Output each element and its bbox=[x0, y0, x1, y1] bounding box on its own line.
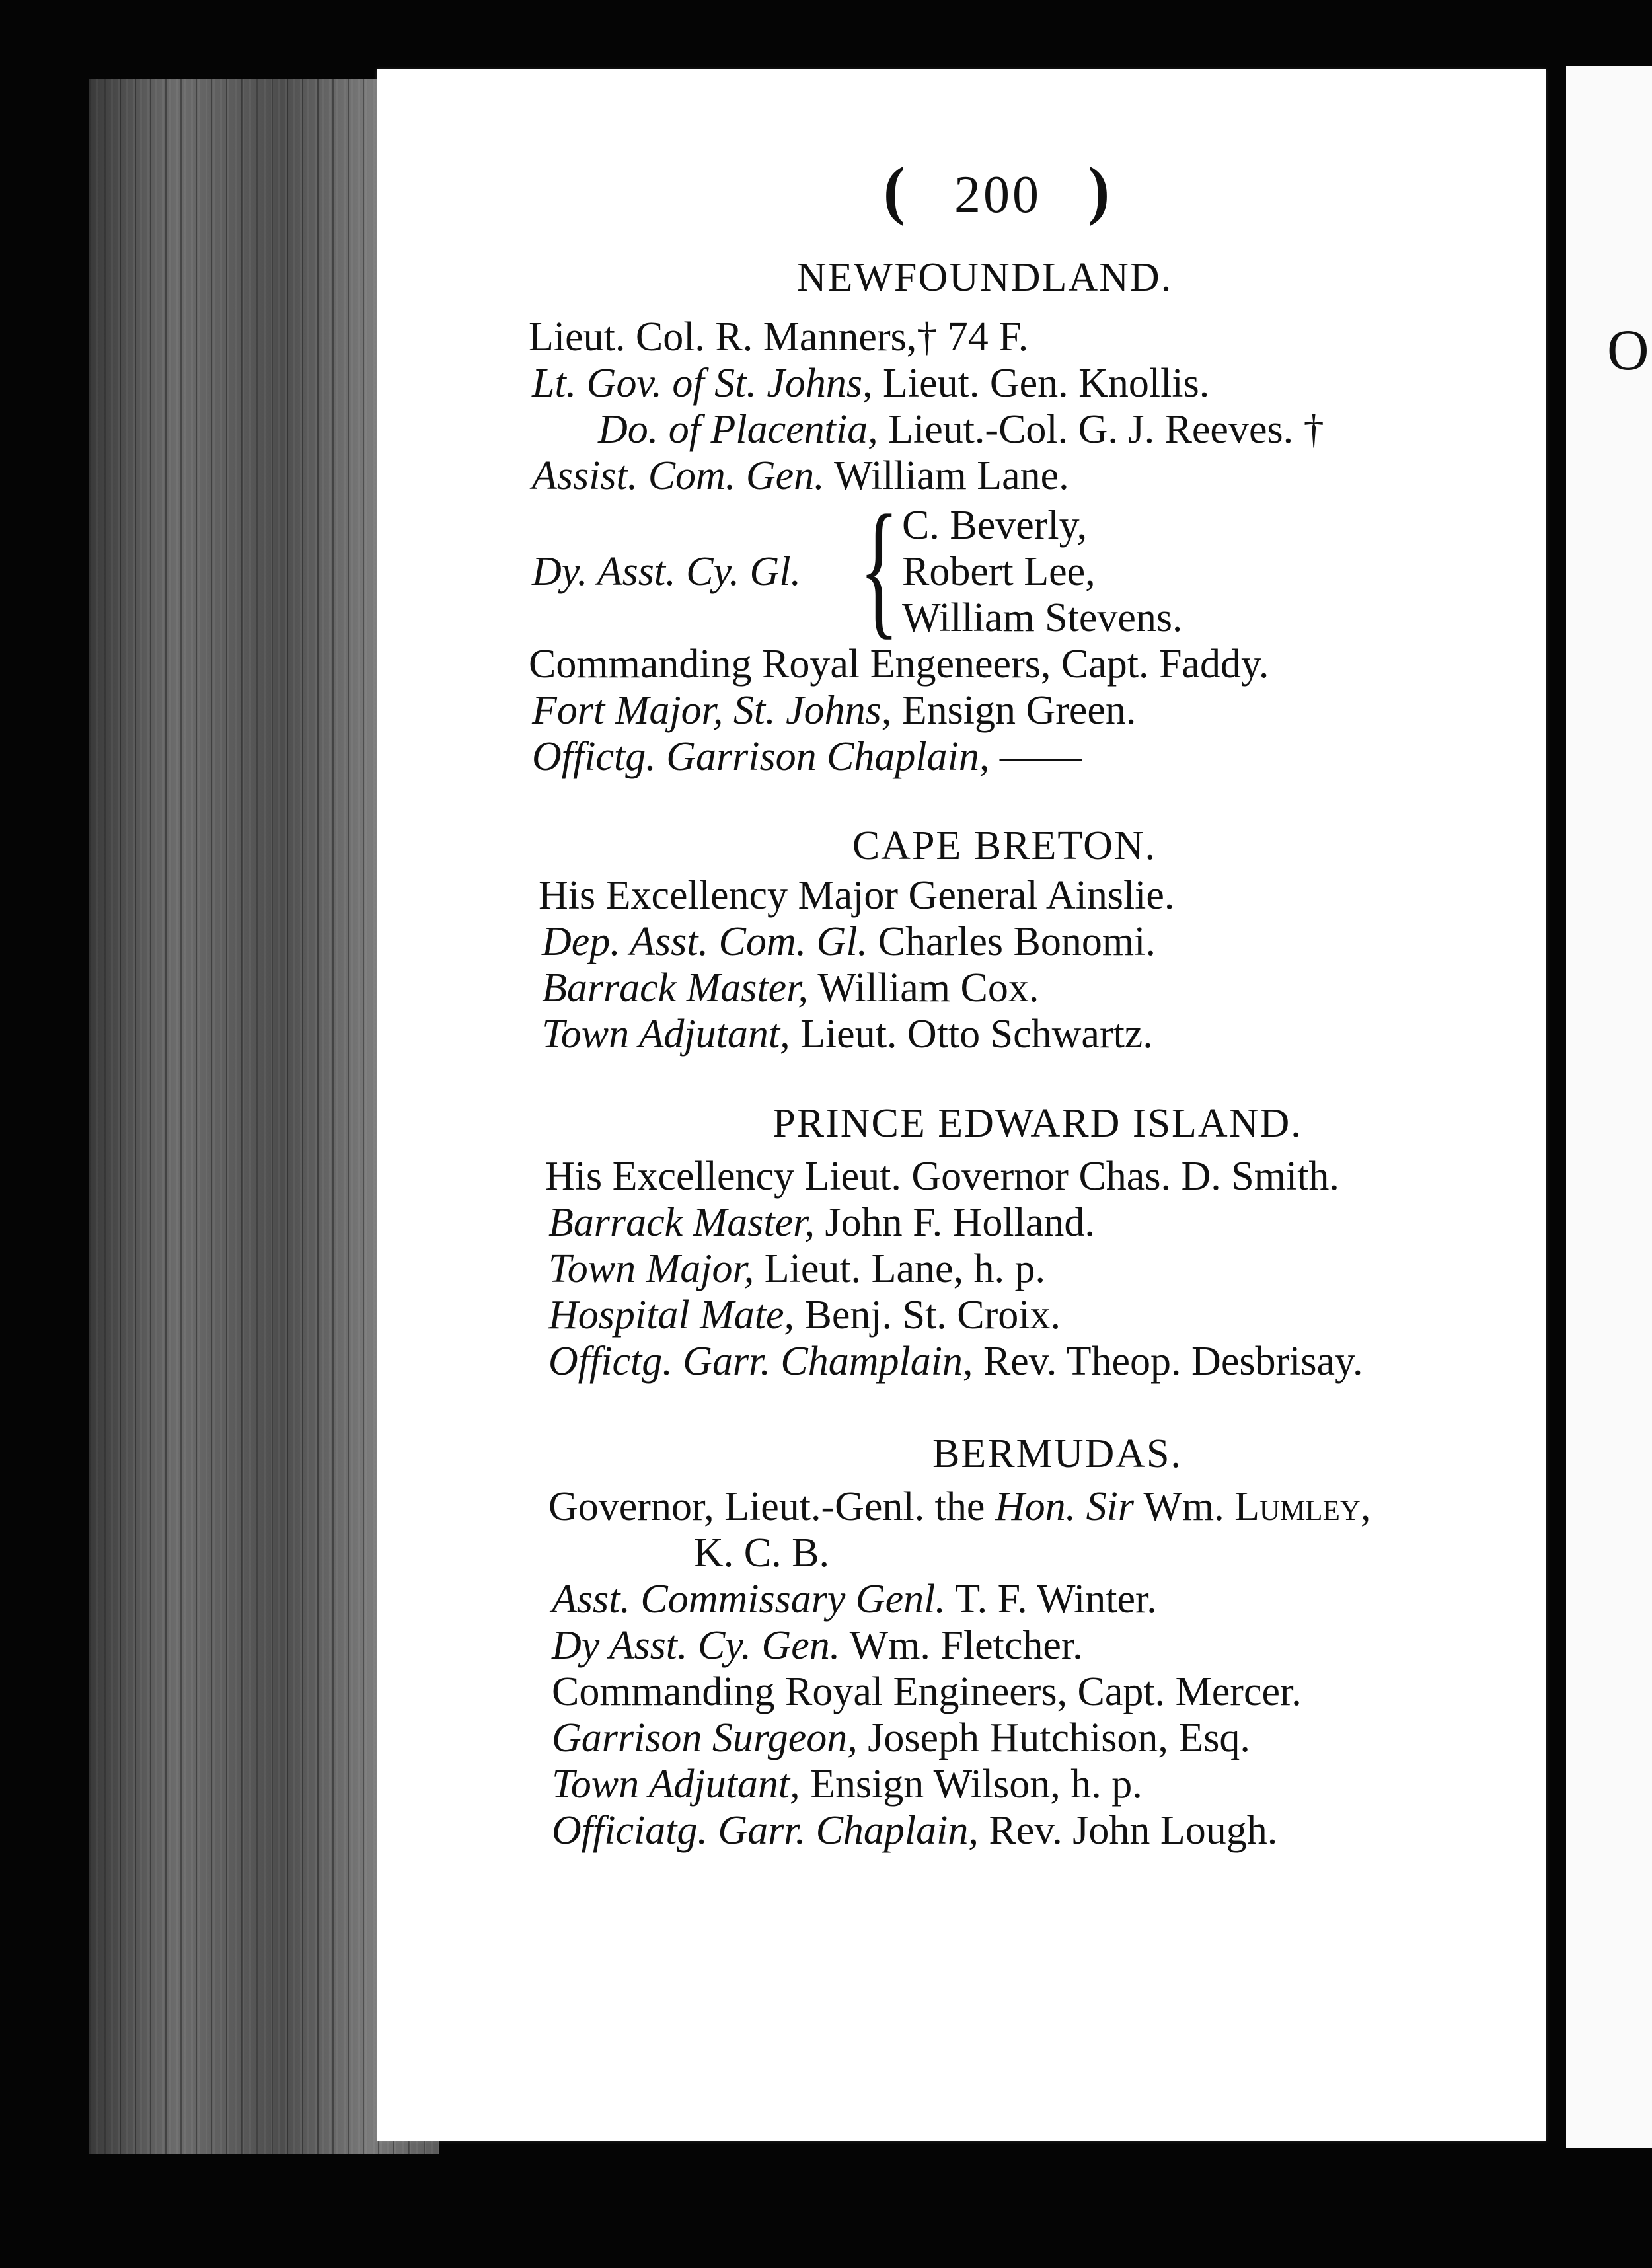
role: Asst. Commissary Genl. bbox=[552, 1577, 946, 1622]
surname: Lumley, bbox=[1234, 1484, 1371, 1529]
name: Lieut. Lane, h. p. bbox=[764, 1246, 1046, 1291]
role: Barrack Master, bbox=[548, 1200, 815, 1245]
pei-line-4 bbox=[548, 1292, 1061, 1339]
right-paren: ) bbox=[1088, 153, 1113, 227]
pei-line-2 bbox=[548, 1199, 1095, 1246]
newfoundland-dy-name-2: Robert Lee, bbox=[902, 549, 1096, 594]
name: Wm. Fletcher. bbox=[849, 1623, 1083, 1668]
name: Ensign Green. bbox=[901, 688, 1137, 733]
newfoundland-dy-role bbox=[532, 548, 801, 595]
heading-newfoundland: NEWFOUNDLAND. bbox=[796, 255, 1173, 300]
bermudas-line-5: Commanding Royal Engineers, Capt. Mercer. bbox=[552, 1669, 1302, 1714]
role: Dy Asst. Cy. Gen. bbox=[552, 1623, 841, 1668]
name: —— bbox=[999, 734, 1082, 779]
newfoundland-line-9 bbox=[532, 687, 1136, 734]
newfoundland-line-1: Lieut. Col. R. Manners,† 74 F. bbox=[529, 315, 1029, 359]
name: Lieut. Gen. Knollis. bbox=[883, 361, 1210, 406]
bermudas-line-6 bbox=[552, 1715, 1250, 1762]
name: Lieut. Otto Schwartz. bbox=[800, 1012, 1153, 1057]
newfoundland-line-2 bbox=[532, 360, 1209, 407]
newfoundland-dy-name-3: William Stevens. bbox=[902, 595, 1183, 640]
role: Do. of Placentia, bbox=[598, 407, 878, 452]
name: William Lane. bbox=[834, 453, 1069, 498]
role: Lt. Gov. of St. Johns, bbox=[532, 361, 873, 406]
role: Assist. Com. Gen. bbox=[532, 453, 825, 498]
name: Rev. Theop. Desbrisay. bbox=[983, 1339, 1363, 1384]
pei-line-1: His Excellency Lieut. Governor Chas. D. Smith. bbox=[545, 1154, 1339, 1199]
role: Officiatg. Garr. Chaplain, bbox=[552, 1808, 979, 1853]
role: Town Adjutant, bbox=[542, 1012, 790, 1057]
forename: Wm. bbox=[1143, 1484, 1224, 1529]
role: Garrison Surgeon, bbox=[552, 1716, 858, 1760]
bermudas-line-2: K. C. B. bbox=[694, 1531, 829, 1575]
pei-line-3 bbox=[548, 1246, 1045, 1293]
pei-line-5 bbox=[548, 1338, 1363, 1385]
text: Governor, Lieut.-Genl. the bbox=[548, 1484, 985, 1529]
name: Joseph Hutchison, Esq. bbox=[868, 1716, 1250, 1760]
newfoundland-dy-name-1: C. Beverly, bbox=[902, 503, 1088, 548]
cape-breton-line-2 bbox=[542, 919, 1156, 965]
heading-cape-breton: CAPE BRETON. bbox=[852, 823, 1157, 868]
brace-icon: { bbox=[859, 484, 899, 652]
facing-page-letter: O bbox=[1607, 319, 1649, 383]
name: Rev. John Lough. bbox=[989, 1808, 1278, 1853]
bermudas-line-4 bbox=[552, 1622, 1083, 1669]
newfoundland-line-8: Commanding Royal Engeneers, Capt. Faddy. bbox=[529, 642, 1269, 687]
left-paren: ( bbox=[883, 153, 908, 227]
role: Dep. Asst. Com. Gl. bbox=[542, 919, 868, 964]
name: Lieut.-Col. G. J. Reeves. † bbox=[888, 407, 1324, 452]
role: Fort Major, St. Johns, bbox=[532, 688, 892, 733]
cape-breton-line-4 bbox=[542, 1011, 1153, 1058]
name: Charles Bonomi. bbox=[878, 919, 1156, 964]
name: John F. Holland. bbox=[825, 1200, 1095, 1245]
cape-breton-line-3 bbox=[542, 965, 1039, 1012]
heading-bermudas: BERMUDAS. bbox=[932, 1431, 1182, 1476]
bermudas-line-1 bbox=[548, 1484, 1370, 1531]
role: Dy. Asst. Cy. Gl. bbox=[532, 549, 802, 594]
role: Town Major, bbox=[548, 1246, 755, 1291]
newfoundland-line-4 bbox=[532, 453, 1069, 500]
bermudas-line-7 bbox=[552, 1761, 1143, 1808]
bermudas-line-8 bbox=[552, 1807, 1277, 1854]
name: Benj. St. Croix. bbox=[804, 1293, 1061, 1338]
role: Offictg. Garrison Chaplain, bbox=[532, 734, 990, 779]
cape-breton-line-1: His Excellency Major General Ainslie. bbox=[539, 873, 1175, 918]
newfoundland-line-3 bbox=[598, 406, 1324, 453]
heading-prince-edward-island: PRINCE EDWARD ISLAND. bbox=[772, 1101, 1302, 1146]
role: Barrack Master, bbox=[542, 965, 808, 1010]
role: Town Adjutant, bbox=[552, 1762, 800, 1807]
bermudas-line-3 bbox=[552, 1576, 1157, 1623]
honorific: Hon. Sir bbox=[995, 1484, 1134, 1529]
name: T. F. Winter. bbox=[955, 1577, 1157, 1622]
page-number: 200 bbox=[954, 166, 1041, 224]
role: Offictg. Garr. Champlain, bbox=[548, 1339, 973, 1384]
name: William Cox. bbox=[817, 965, 1039, 1010]
role: Hospital Mate, bbox=[548, 1293, 794, 1338]
newfoundland-line-10 bbox=[532, 734, 1082, 780]
facing-page-edge bbox=[1566, 66, 1652, 2148]
page-header bbox=[859, 152, 1137, 228]
name: Ensign Wilson, h. p. bbox=[810, 1762, 1143, 1807]
